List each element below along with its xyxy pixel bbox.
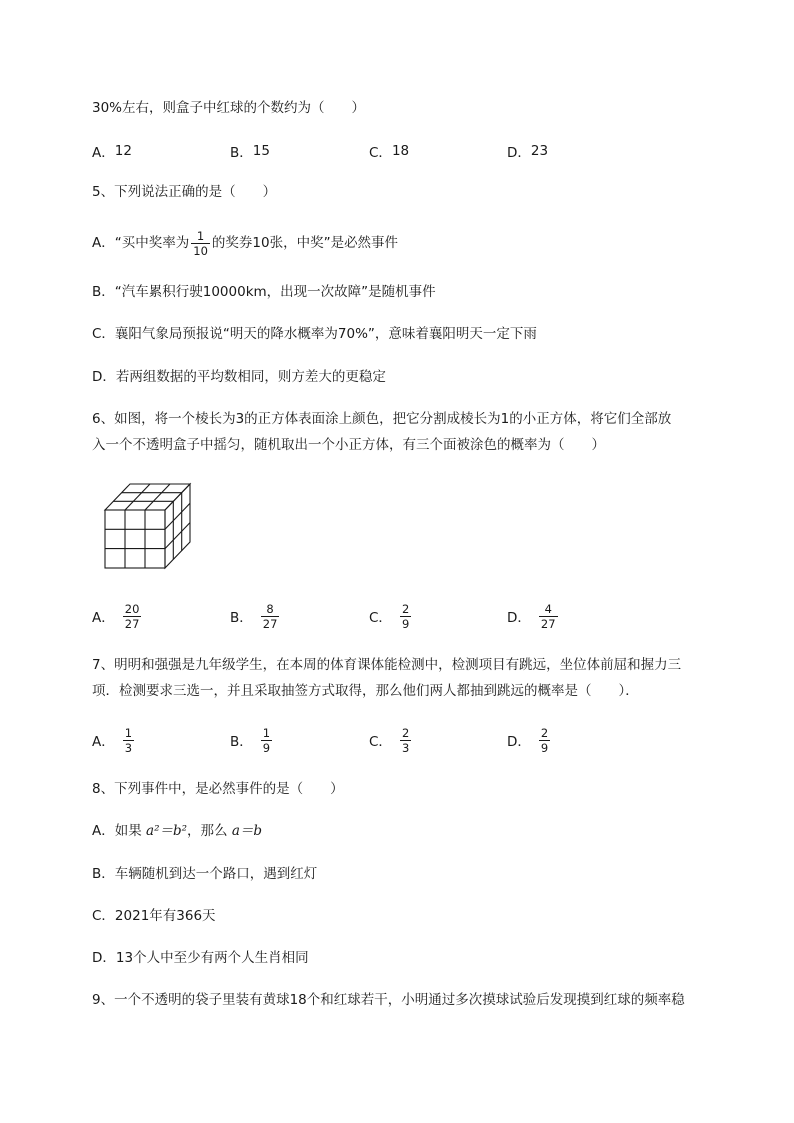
option-text-mid: ，那么	[187, 823, 232, 839]
q8-option-d: D．13个人中至少有两个人生肖相同	[92, 950, 309, 966]
option-label: A．	[92, 734, 115, 750]
fraction	[400, 726, 411, 755]
fraction-denominator: 10	[193, 243, 208, 258]
option-label: A．	[92, 145, 115, 161]
q5-stem: 5、下列说法正确的是（ ）	[92, 184, 277, 200]
q5-option-d: D．若两组数据的平均数相同，则方差大的更稳定	[92, 369, 386, 385]
fraction-numerator: 2	[540, 725, 549, 740]
q7-option-d	[507, 718, 552, 762]
fraction-numerator: 20	[124, 601, 140, 616]
option-label: A．	[92, 610, 115, 626]
q5-option-c: C．襄阳气象局预报说“明天的降水概率为70%”，意味着襄阳明天一定下雨	[92, 326, 537, 342]
q6-stem-line1: 6、如图，将一个棱长为3的正方体表面涂上颜色，把它分割成棱长为1的小正方体，将它们全部放	[92, 411, 672, 427]
q4-options	[92, 129, 732, 173]
q7-option-a	[92, 718, 136, 762]
option-label: B．	[230, 145, 253, 161]
q4-option-b	[230, 129, 270, 173]
q5-option-b: B．“汽车累积行驶10000km，出现一次故障”是随机事件	[92, 284, 436, 300]
fraction-denominator: 3	[401, 740, 410, 755]
fraction-denominator: 27	[540, 616, 556, 631]
option-text-post: 的奖券10张，中奖”是必然事件	[211, 235, 399, 251]
option-label: C．	[369, 145, 392, 161]
q4-option-c	[369, 129, 409, 173]
option-label: D．	[507, 145, 531, 161]
option-label: B．	[230, 734, 253, 750]
option-label: A．	[92, 235, 115, 251]
q4-stem-tail: 30%左右，则盒子中红球的个数约为（ ）	[92, 100, 366, 116]
fraction	[400, 602, 411, 631]
q5-option-a	[92, 226, 398, 260]
fraction-denominator: 9	[540, 740, 549, 755]
q9-stem-line1: 9、一个不透明的袋子里装有黄球18个和红球若干，小明通过多次摸球试验后发现摸到红球的频率稳	[92, 992, 685, 1008]
fraction-numerator: 1	[124, 725, 133, 740]
fraction-numerator: 4	[544, 601, 552, 616]
fraction	[191, 229, 210, 258]
option-text-pre: “买中奖率为	[114, 235, 190, 251]
fraction	[123, 602, 142, 631]
q6-option-a	[92, 594, 143, 638]
option-text: 15	[252, 143, 270, 159]
fraction-numerator: 2	[401, 601, 410, 616]
option-label: D．	[507, 610, 531, 626]
q8-option-c: C．2021年有366天	[92, 908, 216, 924]
option-label: A．如果	[92, 823, 147, 839]
option-text: 18	[391, 143, 410, 159]
option-label: C．	[369, 610, 392, 626]
fraction-numerator: 2	[401, 725, 410, 740]
q8-option-b: B．车辆随机到达一个路口，遇到红灯	[92, 866, 318, 882]
q7-stem-line2: 项．检测要求三选一，并且采取抽签方式取得，那么他们两人都抽到跳远的概率是（ ）．	[92, 683, 639, 699]
q7-stem-line1: 7、明明和强强是九年级学生，在本周的体育课体能检测中，检测项目有跳远，坐位体前屈和握力三	[92, 657, 682, 673]
fraction-denominator: 27	[124, 616, 140, 631]
fraction-numerator: 8	[266, 601, 274, 616]
math-expression: a＝b	[231, 823, 263, 839]
fraction	[261, 726, 272, 755]
q6-options	[92, 594, 732, 638]
fraction-denominator: 9	[401, 616, 410, 631]
fraction	[539, 726, 550, 755]
q4-option-a	[92, 129, 132, 173]
fraction-denominator: 9	[262, 740, 271, 755]
q7-option-c	[369, 718, 413, 762]
option-label: C．	[369, 734, 392, 750]
q8-option-a	[92, 821, 262, 841]
q7-options	[92, 718, 732, 762]
cube-figure	[100, 480, 196, 572]
fraction-denominator: 3	[124, 740, 133, 755]
q6-stem-line2: 入一个不透明盒子中摇匀，随机取出一个小正方体，有三个面被涂色的概率为（ ）	[92, 437, 605, 453]
fraction-numerator: 1	[262, 725, 271, 740]
fraction	[123, 726, 134, 755]
option-text: 12	[114, 143, 132, 159]
fraction	[261, 602, 280, 631]
fraction	[539, 602, 558, 631]
q6-option-b	[230, 594, 281, 638]
q6-option-d	[507, 594, 560, 638]
q4-option-d	[507, 129, 548, 173]
option-label: D．	[507, 734, 531, 750]
q6-option-c	[369, 594, 413, 638]
q7-option-b	[230, 718, 274, 762]
option-text: 23	[530, 143, 549, 159]
fraction-denominator: 27	[262, 616, 278, 631]
option-label: B．	[230, 610, 253, 626]
q8-stem: 8、下列事件中，是必然事件的是（ ）	[92, 781, 344, 797]
math-expression: a²＝b²	[146, 823, 188, 839]
fraction-numerator: 1	[196, 228, 205, 243]
